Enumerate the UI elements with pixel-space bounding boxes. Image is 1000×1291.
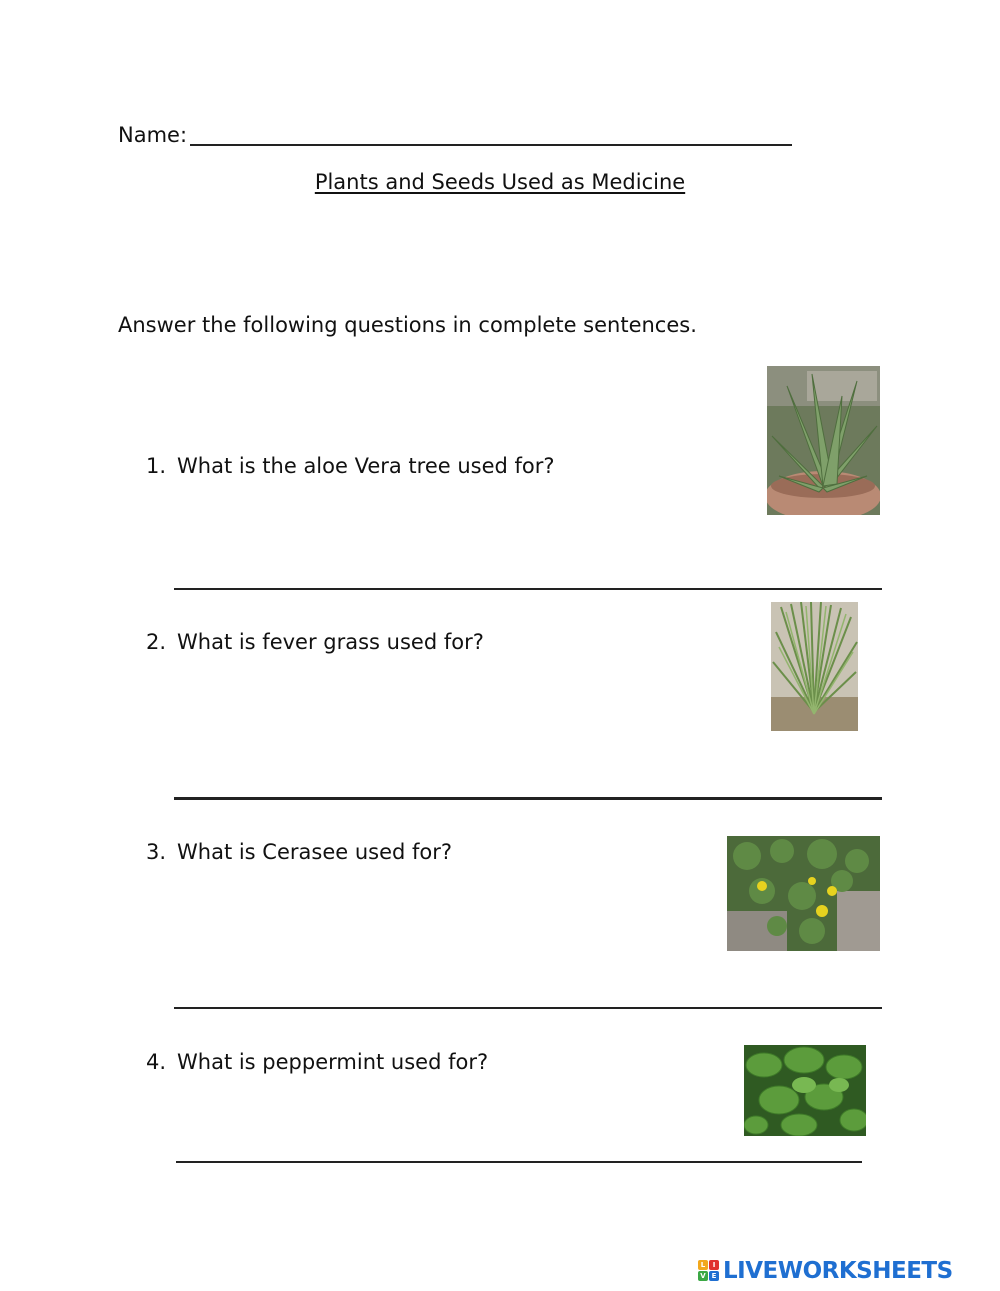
question-number: 4. [146,1050,167,1074]
question-text: What is the aloe Vera tree used for? [177,454,555,478]
liveworksheets-logo-icon: L I V E [698,1260,720,1282]
worksheet-title: Plants and Seeds Used as Medicine [314,170,686,194]
answer-line-3[interactable] [174,1007,882,1009]
question-text: What is peppermint used for? [177,1050,489,1074]
name-label: Name: [118,123,188,147]
question-number: 2. [146,630,167,654]
peppermint-photo [744,1045,866,1136]
question-number: 1. [146,454,167,478]
question-text: What is Cerasee used for? [177,840,453,864]
answer-line-2[interactable] [174,797,882,800]
name-answer-line[interactable] [190,144,792,146]
liveworksheets-brand [698,1258,953,1284]
aloe-vera-photo [767,366,880,515]
question-text: What is fever grass used for? [177,630,484,654]
cerasee-photo [727,836,880,951]
answer-line-1[interactable] [174,588,882,590]
question-number: 3. [146,840,167,864]
instructions: Answer the following questions in complete sentences. [118,313,697,337]
brand-name: LIVEWORKSHEETS [723,1258,953,1284]
answer-line-4[interactable] [176,1161,862,1163]
fever-grass-photo [771,602,858,731]
